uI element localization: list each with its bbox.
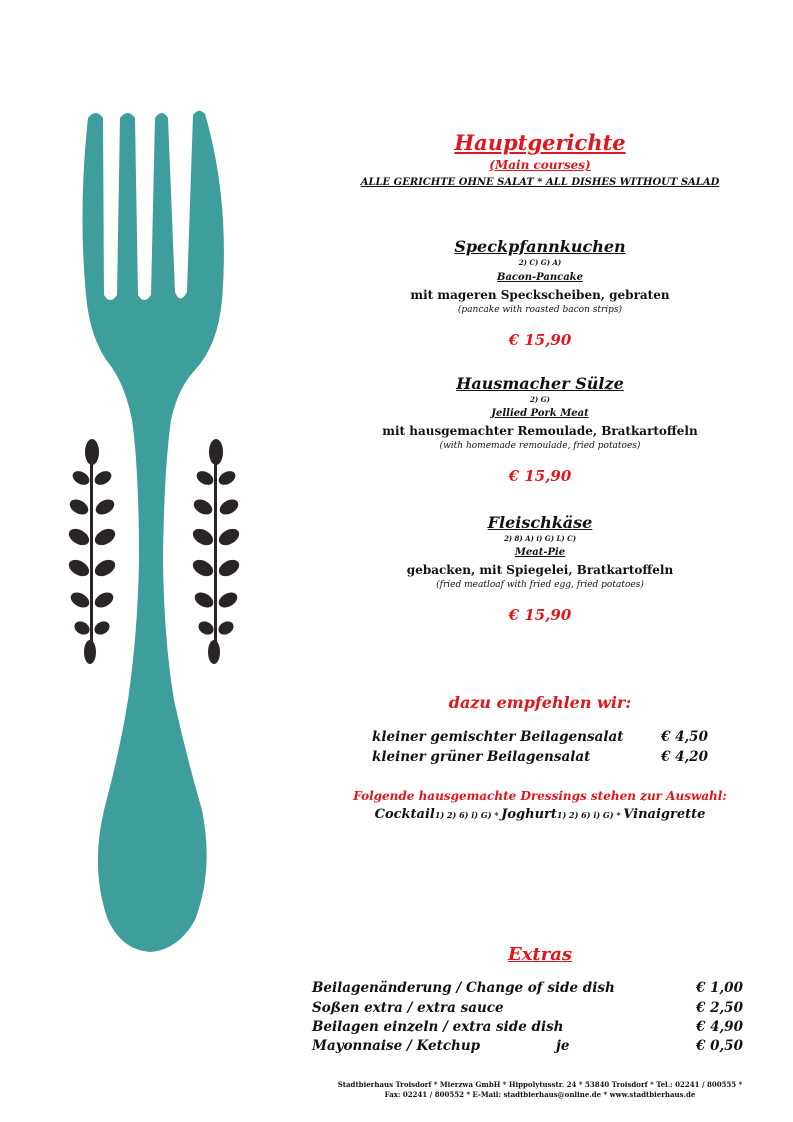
dish-price: € 15,90 xyxy=(508,606,572,624)
recommend-item-name: kleiner grüner Beilagensalat xyxy=(372,749,591,765)
recommend-item-name: kleiner gemischter Beilagensalat xyxy=(372,729,624,745)
recommend-item-price: € 4,50 xyxy=(661,729,708,745)
dressings-title: Folgende hausgemachte Dressings stehen zur Auswahl: xyxy=(353,789,727,803)
extras-title: Extras xyxy=(507,944,573,965)
dressing-cocktail: Cocktail xyxy=(374,807,435,822)
dish-allergens: 2) C) G) A) xyxy=(518,258,562,267)
dish-name: Speckpfannkuchen xyxy=(454,237,626,256)
extra-item-name: Soßen extra / extra sauce xyxy=(312,1000,504,1016)
extra-item-price: € 2,50 xyxy=(696,1000,743,1016)
dish-price: € 15,90 xyxy=(508,467,572,485)
fork-illustration xyxy=(0,0,340,1122)
dish-description: mit mageren Speckscheiben, gebraten xyxy=(410,288,670,302)
recommend-title: dazu empfehlen wir: xyxy=(448,693,632,712)
extra-item-price: € 1,00 xyxy=(696,980,743,996)
extra-item-price: € 0,50 xyxy=(696,1038,743,1054)
dish-description: gebacken, mit Spiegelei, Bratkartoffeln xyxy=(406,563,674,577)
extra-item-name: Beilagenänderung / Change of side dish xyxy=(312,980,615,996)
dish-english-description: (fried meatloaf with fried egg, fried potatoes) xyxy=(436,580,644,590)
footer xyxy=(320,1080,760,1100)
dish-allergens: 2) 8) A) i) G) L) C) xyxy=(503,534,577,543)
footer-line: Stadtbierhaus Troisdorf * Mierzwa GmbH * Hippolytusstr. 24 * 53840 Troisdorf * Tel.: 02241 / 800555 * xyxy=(337,1080,743,1089)
page-subtitle: (Main courses) xyxy=(489,158,591,172)
extra-item-name: Mayonnaise / Ketchup xyxy=(312,1038,481,1054)
dish-name: Fleischkäse xyxy=(487,513,593,532)
recommend-item-price: € 4,20 xyxy=(661,749,708,765)
dressing-allergens: 1) 2) 6) i) G) * xyxy=(556,810,624,820)
dish-english-name: Meat-Pie xyxy=(514,547,566,558)
dish-description: mit hausgemachter Remoulade, Bratkartoffeln xyxy=(382,424,698,438)
dressings-list xyxy=(340,806,740,824)
dressing-vinaigrette: Vinaigrette xyxy=(623,807,706,822)
dish-english-description: (with homemade remoulade, fried potatoes) xyxy=(439,441,641,451)
extra-item-suffix: je xyxy=(556,1038,570,1054)
footer-line: Fax: 02241 / 800552 * E-Mail: stadtbierhaus@online.de * www.stadtbierhaus.de xyxy=(384,1090,696,1099)
dish-name: Hausmacher Sülze xyxy=(456,374,624,393)
dish-allergens: 2) G) xyxy=(530,395,550,404)
right-sprig-icon xyxy=(190,439,242,664)
left-sprig-icon xyxy=(66,439,118,664)
extra-item-price: € 4,90 xyxy=(696,1019,743,1035)
dish-english-name: Bacon-Pancake xyxy=(497,272,583,283)
page-title: Hauptgerichte xyxy=(454,130,626,155)
extra-item-name: Beilagen einzeln / extra side dish xyxy=(312,1019,564,1035)
dish-english-description: (pancake with roasted bacon strips) xyxy=(457,305,623,315)
dressing-joghurt: Joghurt xyxy=(501,807,557,822)
dish-price: € 15,90 xyxy=(508,331,572,349)
dressing-allergens: 1) 2) 6) i) G) * xyxy=(434,810,502,820)
dish-english-name: Jellied Pork Meat xyxy=(491,408,589,419)
no-salad-note: ALLE GERICHTE OHNE SALAT * ALL DISHES WITHOUT SALAD xyxy=(360,177,720,188)
